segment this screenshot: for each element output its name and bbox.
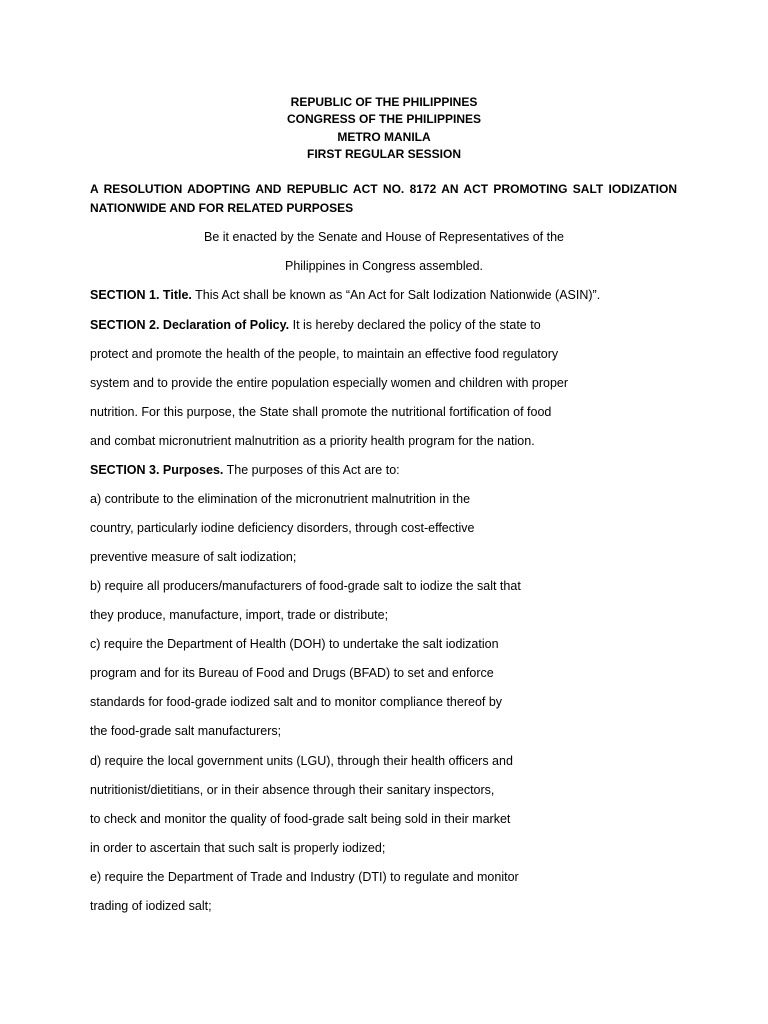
section-2-line-3: system and to provide the entire population especially women and children with proper [90, 376, 569, 390]
resolution-title: A RESOLUTION ADOPTING AND REPUBLIC ACT NO. 8172 AN ACT PROMOTING SALT IODIZATION NATIONWIDE AND FOR RELATED PURPOSES [90, 182, 677, 215]
purpose-c-line-3: standards for food-grade iodized salt and to monitor compliance thereof by [90, 695, 503, 709]
purpose-e-line-2: trading of iodized salt; [90, 899, 212, 913]
purpose-a-line-3: preventive measure of salt iodization; [90, 550, 297, 564]
purpose-c-line-2: program and for its Bureau of Food and Drugs (BFAD) to set and enforce [90, 666, 494, 680]
section-2-line-2: protect and promote the health of the people, to maintain an effective food regulatory [90, 347, 559, 361]
section-1 [90, 287, 600, 303]
purpose-c-line-4: the food-grade salt manufacturers; [90, 724, 282, 738]
purpose-d-line-1: d) require the local government units (LGU), through their health officers and [90, 754, 513, 768]
purpose-d-line-3: to check and monitor the quality of food-grade salt being sold in their market [90, 812, 511, 826]
header-congress: CONGRESS OF THE PHILIPPINES [286, 112, 482, 127]
header-location: METRO MANILA [337, 129, 431, 144]
section-2-line-5: and combat micronutrient malnutrition as a priority health program for the nation. [90, 434, 535, 448]
section-3-heading: SECTION 3. Purposes. [90, 463, 224, 477]
header-republic: REPUBLIC OF THE PHILIPPINES [290, 95, 478, 109]
enacting-clause-line-2: Philippines in Congress assembled. [284, 259, 484, 273]
section-2-line-1 [90, 317, 541, 333]
purpose-d-line-4: in order to ascertain that such salt is properly iodized; [90, 841, 386, 855]
purpose-b-line-2: they produce, manufacture, import, trade or distribute; [90, 608, 389, 622]
section-1-heading: SECTION 1. Title. [90, 288, 192, 302]
section-3-line-1 [90, 462, 400, 478]
section-1-text: This Act shall be known as “An Act for Salt Iodization Nationwide (ASIN)”. [191, 288, 601, 302]
purpose-d-line-2: nutritionist/dietitians, or in their absence through their sanitary inspectors, [90, 783, 495, 797]
section-3-intro: The purposes of this Act are to: [223, 463, 400, 477]
enacting-clause-line-1: Be it enacted by the Senate and House of Representatives of the [204, 230, 564, 244]
document-header [0, 94, 768, 163]
section-2-line-4: nutrition. For this purpose, the State shall promote the nutritional fortification of food [90, 405, 552, 419]
purpose-b-line-1: b) require all producers/manufacturers of food-grade salt to iodize the salt that [90, 579, 521, 593]
purpose-a-line-2: country, particularly iodine deficiency disorders, through cost-effective [90, 521, 475, 535]
header-session: FIRST REGULAR SESSION [306, 146, 461, 161]
purpose-c-line-1: c) require the Department of Health (DOH) to undertake the salt iodization [90, 637, 499, 651]
purpose-a-line-1: a) contribute to the elimination of the micronutrient malnutrition in the [90, 492, 471, 506]
section-2-heading: SECTION 2. Declaration of Policy. [90, 318, 290, 332]
section-2-text: It is hereby declared the policy of the state to [289, 318, 541, 332]
purpose-e-line-1: e) require the Department of Trade and Industry (DTI) to regulate and monitor [90, 870, 519, 884]
